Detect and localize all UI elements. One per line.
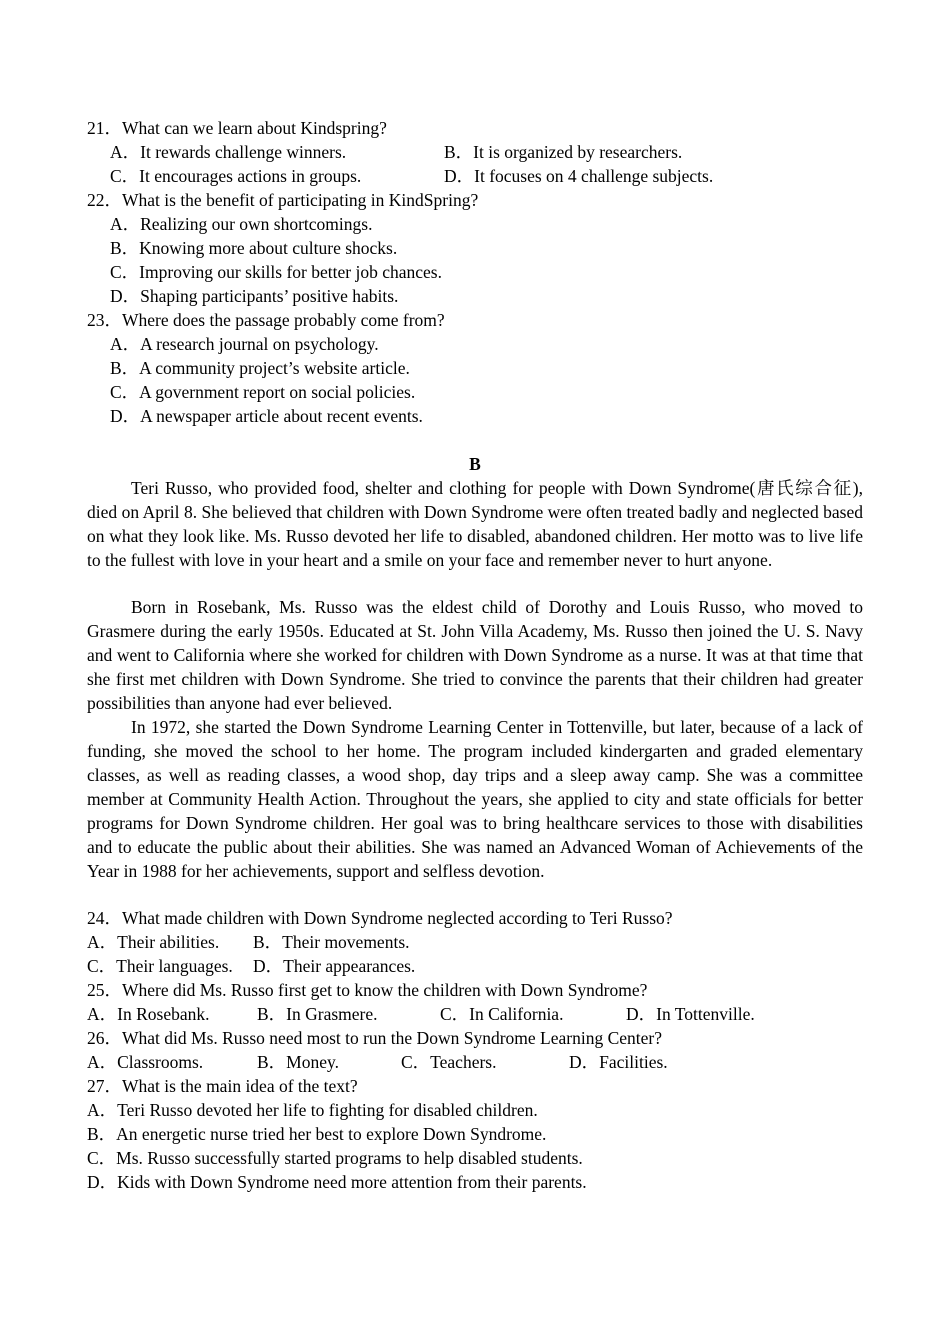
passage-paragraph-1: Teri Russo, who provided food, shelter and clothing for people with Down Syndrome(唐氏综合征), died on April 8. She believed that children with Down Syndrome were often treated badly and neglected based on what they look like. Ms. Russo devoted her life to disabled, abandoned children. Her motto was to live life to the fullest with love in your heart and a smile on your face and remember never to hurt anyone.	[87, 478, 863, 570]
question-27-option-a: A．Teri Russo devoted her life to fighting for disabled children.	[87, 1100, 538, 1120]
question-26-option-a: A．Classrooms.	[87, 1052, 204, 1072]
question-23-option-d: D．A newspaper article about recent events.	[110, 406, 423, 426]
question-24-option-d: D．Their appearances.	[253, 956, 416, 976]
question-23-option-a: A．A research journal on psychology.	[110, 334, 379, 354]
question-27-option-b: B．An energetic nurse tried her best to explore Down Syndrome.	[87, 1124, 547, 1144]
question-26-option-b: B．Money.	[257, 1052, 339, 1072]
question-23-stem: 23．Where does the passage probably come from?	[87, 310, 445, 330]
question-27-stem: 27．What is the main idea of the text?	[87, 1076, 358, 1096]
passage-paragraph-3: In 1972, she started the Down Syndrome Learning Center in Tottenville, but later, because of a lack of funding, she moved the school to her home. The program included kindergarten and graded elementary classes, as well as reading classes, a wood shop, day trips and a sleep away camp. She was a committee member at Community Health Action. Throughout the years, she applied to city and state officials for better programs for Down Syndrome children. Her goal was to bring healthcare services to those with disabilities and to educate the public about their abilities. She was named an Advanced Woman of Achievements of the Year in 1988 for her achievements, support and selfless devotion.	[87, 717, 863, 881]
question-21-stem: 21．What can we learn about Kindspring?	[87, 118, 387, 138]
question-26-option-c: C．Teachers.	[401, 1052, 497, 1072]
question-23-option-c: C．A government report on social policies.	[110, 382, 416, 402]
question-25-option-c: C．In California.	[440, 1004, 564, 1024]
question-22-option-d: D．Shaping participants’ positive habits.	[110, 286, 399, 306]
question-24-option-c: C．Their languages.	[87, 956, 233, 976]
passage-paragraph-2: Born in Rosebank, Ms. Russo was the eldest child of Dorothy and Louis Russo, who moved to Grasmere during the early 1950s. Educated at St. John Villa Academy, Ms. Russo then joined the U. S. Navy and went to California where she worked for children with Down Syndrome as a nurse. It was at that time that she first met children with Down Syndrome. She tried to convince the parents that their children had greater possibilities than anyone had ever believed.	[87, 597, 863, 713]
question-25-stem: 25．Where did Ms. Russo first get to know the children with Down Syndrome?	[87, 980, 648, 1000]
question-21-option-c: C．It encourages actions in groups.	[110, 166, 362, 186]
question-24-stem: 24．What made children with Down Syndrome neglected according to Teri Russo?	[87, 908, 673, 928]
question-26-option-d: D．Facilities.	[569, 1052, 668, 1072]
question-24-option-b: B．Their movements.	[253, 932, 410, 952]
question-25-option-d: D．In Tottenville.	[626, 1004, 755, 1024]
question-22-option-c: C．Improving our skills for better job chances.	[110, 262, 442, 282]
section-heading: B	[469, 454, 481, 474]
question-26-stem: 26．What did Ms. Russo need most to run the Down Syndrome Learning Center?	[87, 1028, 662, 1048]
question-22-option-b: B．Knowing more about culture shocks.	[110, 238, 398, 258]
question-27-option-d: D．Kids with Down Syndrome need more attention from their parents.	[87, 1172, 587, 1192]
question-23-option-b: B．A community project’s website article.	[110, 358, 410, 378]
question-27-option-c: C．Ms. Russo successfully started programs to help disabled students.	[87, 1148, 583, 1168]
question-21-option-a: A．It rewards challenge winners.	[110, 142, 347, 162]
question-22-stem: 22．What is the benefit of participating in KindSpring?	[87, 190, 479, 210]
question-21-option-b: B．It is organized by researchers.	[444, 142, 683, 162]
question-22-option-a: A．Realizing our own shortcomings.	[110, 214, 373, 234]
question-25-option-a: A．In Rosebank.	[87, 1004, 210, 1024]
question-24-option-a: A．Their abilities.	[87, 932, 220, 952]
question-21-option-d: D．It focuses on 4 challenge subjects.	[444, 166, 714, 186]
question-25-option-b: B．In Grasmere.	[257, 1004, 378, 1024]
